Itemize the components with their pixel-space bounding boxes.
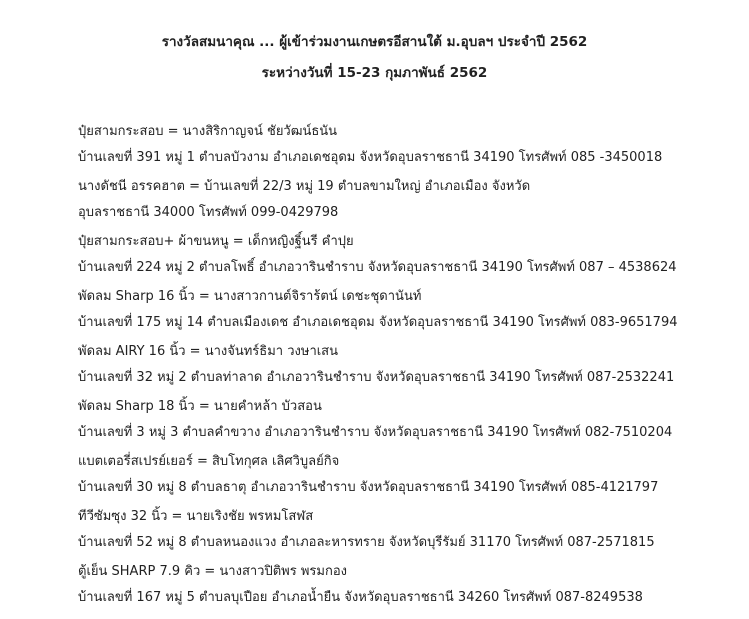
prize-and-winner: ตู้เย็น SHARP 7.9 คิว = นางสาวปิติพร พรมกอง <box>78 564 348 579</box>
winner-entry <box>78 229 738 281</box>
winner-address: บ้านเลขที่ 167 หมู่ 5 ตำบลบุเปือย อำเภอน้ำยืน จังหวัดอุบลราชธานี 34260 โทรศัพท์ 087-8249538 <box>78 590 643 605</box>
prize-and-winner: พัดลม Sharp 18 นิ้ว = นายคำหล้า บัวสอน <box>78 399 322 414</box>
winner-entry <box>78 284 738 336</box>
winner-entry <box>78 119 738 171</box>
winner-address: อุบลราชธานี 34000 โทรศัพท์ 099-0429798 <box>78 205 339 220</box>
winner-entry <box>78 174 738 226</box>
winner-entry <box>78 559 738 611</box>
winner-entry <box>78 449 738 501</box>
winner-list <box>78 119 738 614</box>
prize-and-winner: ทีวีซัมซุง 32 นิ้ว = นายเริงชัย พรหมโสฬส <box>78 509 314 524</box>
winner-address: บ้านเลขที่ 52 หมู่ 8 ตำบลหนองแวง อำเภอละหารทราย จังหวัดบุรีรัมย์ 31170 โทรศัพท์ 087-2571815 <box>78 535 655 550</box>
prize-and-winner: แบตเตอรี่สเปรย์เยอร์ = สิบโทกุศล เลิศวิบูลย์กิจ <box>78 454 340 469</box>
winner-address: บ้านเลขที่ 391 หมู่ 1 ตำบลบัวงาม อำเภอเดชอุดม จังหวัดอุบลราชธานี 34190 โทรศัพท์ 085 -3450018 <box>78 150 663 165</box>
winner-address: บ้านเลขที่ 3 หมู่ 3 ตำบลคำขวาง อำเภอวารินชำราบ จังหวัดอุบลราชธานี 34190 โทรศัพท์ 082-7510204 <box>78 425 673 440</box>
winner-address: บ้านเลขที่ 32 หมู่ 2 ตำบลท่าลาด อำเภอวารินชำราบ จังหวัดอุบลราชธานี 34190 โทรศัพท์ 087-2532241 <box>78 370 675 385</box>
prize-and-winner: ปุ๋ยสามกระสอบ = นางสิริกาญจน์ ชัยวัฒน์ธนัน <box>78 124 338 139</box>
winner-address: บ้านเลขที่ 175 หมู่ 14 ตำบลเมืองเดช อำเภอเดชอุดม จังหวัดอุบลราชธานี 34190 โทรศัพท์ 083-9651794 <box>78 315 678 330</box>
prize-and-winner: พัดลม AIRY 16 นิ้ว = นางจันทร์ธิมา วงษาเสน <box>78 344 339 359</box>
prize-and-winner: พัดลม Sharp 16 นิ้ว = นางสาวกานต์จิราร้ตน์ เดชะชุดานันท์ <box>78 289 422 304</box>
prize-and-winner: ปุ๋ยสามกระสอบ+ ผ้าขนหนู = เด็กหญิงฐิ์นรี คำปุย <box>78 234 354 249</box>
winner-address: บ้านเลขที่ 30 หมู่ 8 ตำบลธาตุ อำเภอวารินชำราบ จังหวัดอุบลราชธานี 34190 โทรศัพท์ 085-4121797 <box>78 480 659 495</box>
winner-entry <box>78 339 738 391</box>
prize-and-winner: นางดัชนี อรรคฮาต = บ้านเลขที่ 22/3 หมู่ 19 ตำบลขามใหญ่ อำเภอเมือง จังหวัด <box>78 179 531 194</box>
winner-address: บ้านเลขที่ 224 หมู่ 2 ตำบลโพธิ์ อำเภอวารินชำราบ จังหวัดอุบลราชธานี 34190 โทรศัพท์ 087 – 4538624 <box>78 260 677 275</box>
document-date-range: ระหว่างวันที่ 15-23 กุมภาพันธ์ 2562 <box>261 65 488 81</box>
document-title: รางวัลสมนาคุณ ... ผู้เข้าร่วมงานเกษตรอีสานใต้ ม.อุบลฯ ประจำปี 2562 <box>161 34 588 50</box>
winner-entry <box>78 394 738 446</box>
winner-entry <box>78 504 738 556</box>
